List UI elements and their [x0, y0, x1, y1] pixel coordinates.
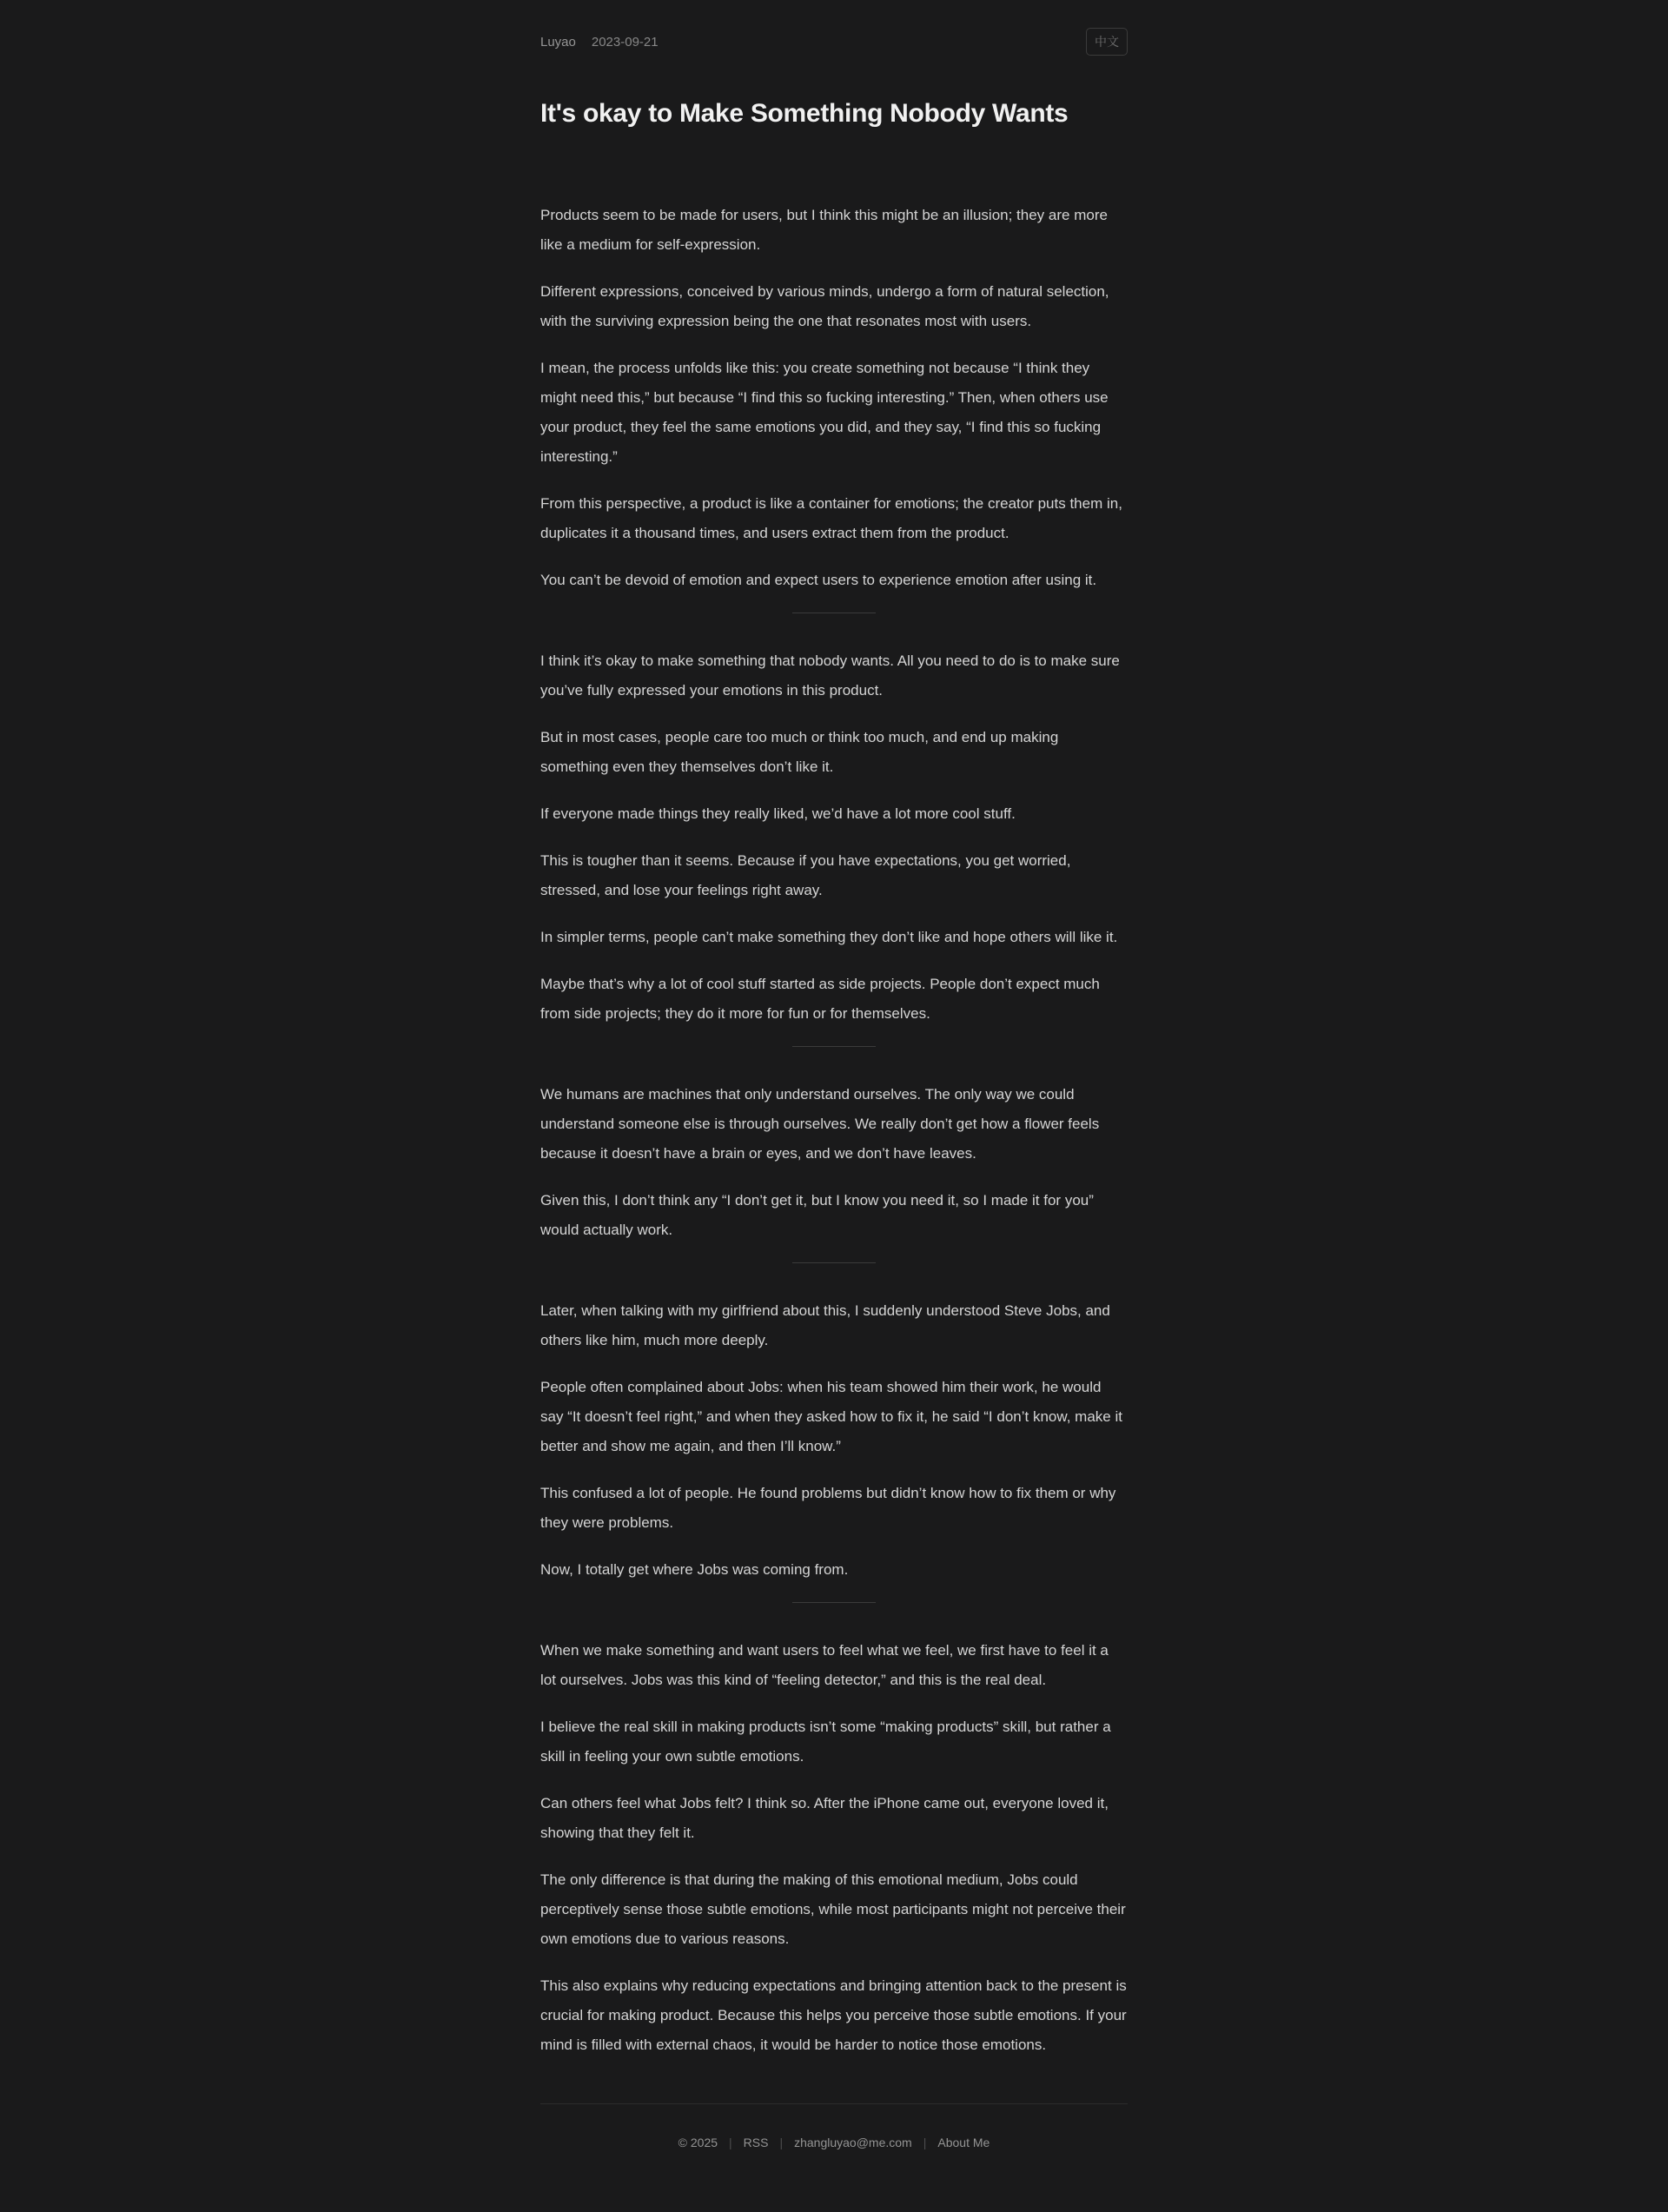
copyright-text: © 2025: [678, 2136, 718, 2149]
paragraph: Can others feel what Jobs felt? I think so. After the iPhone came out, everyone loved it, showing that they felt it.: [540, 1795, 1109, 1841]
page-footer: [540, 2103, 1128, 2191]
paragraph: Later, when talking with my girlfriend about this, I suddenly understood Steve Jobs, and others like him, much more deeply.: [540, 1302, 1110, 1348]
footer-separator: |: [923, 2136, 927, 2149]
section-divider: [792, 1046, 876, 1047]
footer-separator: |: [729, 2136, 732, 2149]
post-meta: [540, 35, 659, 50]
paragraph: This confused a lot of people. He found problems but didn’t know how to fix them or why they were problems.: [540, 1485, 1116, 1531]
paragraph: People often complained about Jobs: when his team showed him their work, he would say “It doesn’t feel right,” and when they asked how to fix it, he said “I don’t know, make it better and show me again, and then I’ll know.”: [540, 1379, 1122, 1454]
section-divider: [792, 1262, 876, 1263]
rss-link[interactable]: RSS: [743, 2136, 769, 2149]
author-link[interactable]: Luyao: [540, 34, 576, 50]
post-date: 2023-09-21: [591, 34, 659, 50]
paragraph: Now, I totally get where Jobs was coming from.: [540, 1561, 849, 1578]
paragraph: Different expressions, conceived by various minds, undergo a form of natural selection, with the surviving expression being the one that resonates most with users.: [540, 283, 1109, 329]
paragraph: But in most cases, people care too much or think too much, and end up making something even they themselves don’t like it.: [540, 729, 1059, 775]
paragraph: You can’t be devoid of emotion and expect users to experience emotion after using it.: [540, 572, 1097, 588]
paragraph: The only difference is that during the making of this emotional medium, Jobs could perceptively sense those subtle emotions, while most participants might not perceive their own emotions due to various reasons.: [540, 1871, 1126, 1947]
paragraph: I mean, the process unfolds like this: you create something not because “I think they might need this,” but because “I find this so fucking interesting.” Then, when others use your product, they feel the same emotions you did, and they say, “I find this so fucking interesting.”: [540, 360, 1109, 465]
article-body: [540, 201, 1128, 2060]
paragraph: I believe the real skill in making products isn’t some “making products” skill, but rather a skill in feeling your own subtle emotions.: [540, 1719, 1111, 1765]
section-divider: [792, 1602, 876, 1603]
paragraph: When we make something and want users to feel what we feel, we first have to feel it a lot ourselves. Jobs was this kind of “feeling detector,” and this is the real deal.: [540, 1642, 1109, 1688]
paragraph: This is tougher than it seems. Because if you have expectations, you get worried, stressed, and lose your feelings right away.: [540, 852, 1071, 898]
paragraph: We humans are machines that only understand ourselves. The only way we could understand someone else is through ourselves. We really don’t get how a flower feels because it doesn’t have a brain or eyes, and we don’t have leaves.: [540, 1086, 1100, 1162]
paragraph: In simpler terms, people can’t make something they don’t like and hope others will like it.: [540, 929, 1118, 945]
language-toggle-button[interactable]: 中文: [1086, 28, 1128, 56]
footer-separator: |: [779, 2136, 784, 2149]
paragraph: Products seem to be made for users, but I think this might be an illusion; they are more like a medium for self-expression.: [540, 207, 1108, 253]
about-me-link[interactable]: About Me: [937, 2136, 990, 2149]
paragraph: Maybe that’s why a lot of cool stuff started as side projects. People don’t expect much from side projects; they do it more for fun or for themselves.: [540, 976, 1100, 1022]
email-link[interactable]: zhangluyao@me.com: [794, 2136, 912, 2149]
post-header: [540, 27, 1128, 56]
paragraph: Given this, I don’t think any “I don’t get it, but I know you need it, so I made it for you” would actually work.: [540, 1192, 1094, 1238]
paragraph: I think it’s okay to make something that nobody wants. All you need to do is to make sure you’ve fully expressed your emotions in this product.: [540, 652, 1120, 699]
page-container: [540, 0, 1128, 2191]
paragraph: From this perspective, a product is like a container for emotions; the creator puts them in, duplicates it a thousand times, and users extract them from the product.: [540, 495, 1122, 541]
paragraph: This also explains why reducing expectations and bringing attention back to the present is crucial for making product. Because this helps you perceive those subtle emotions. If your mind is filled with external chaos, it would be harder to notice those emotions.: [540, 1977, 1127, 2053]
page-title: It's okay to Make Something Nobody Wants: [540, 99, 1069, 128]
paragraph: If everyone made things they really liked, we’d have a lot more cool stuff.: [540, 805, 1016, 822]
